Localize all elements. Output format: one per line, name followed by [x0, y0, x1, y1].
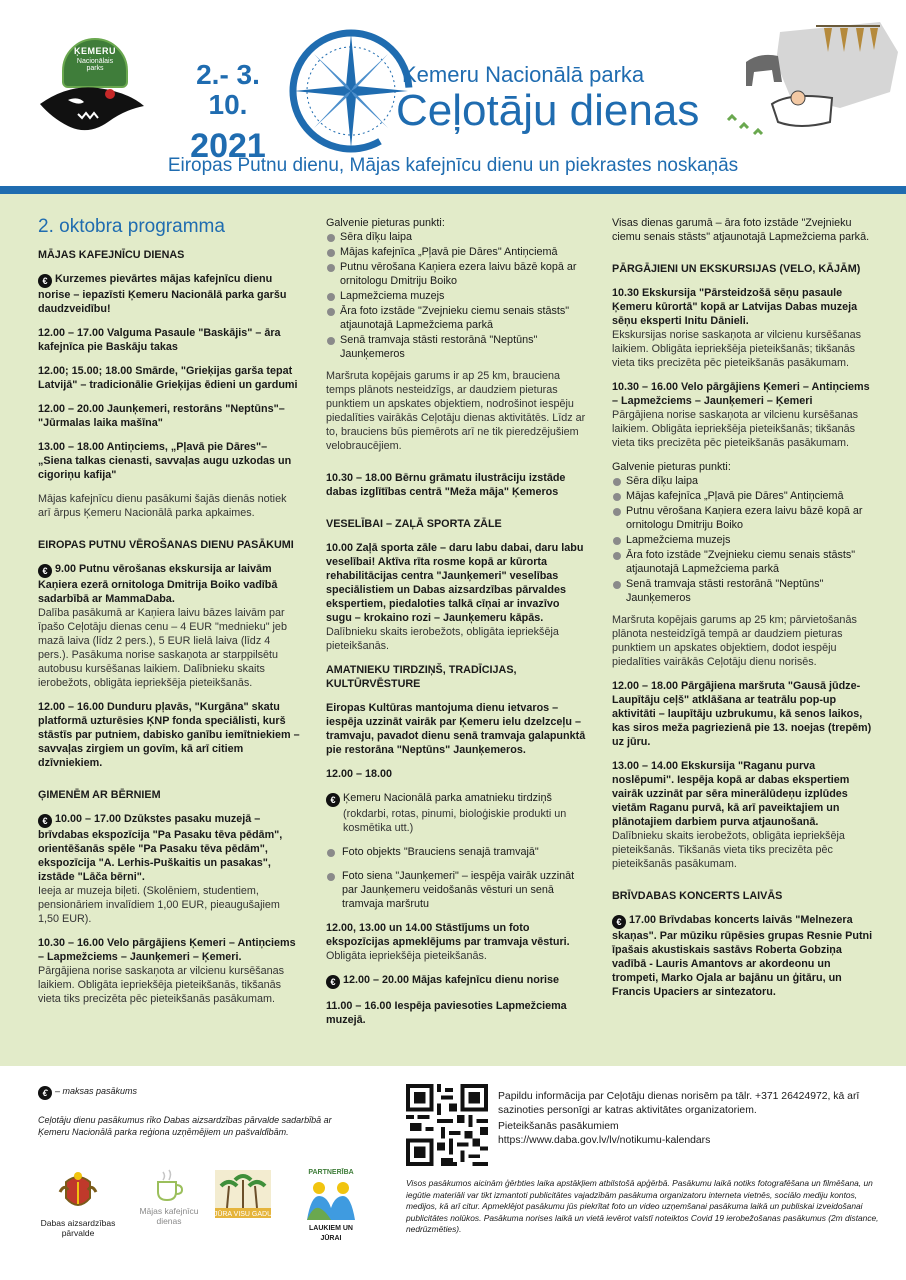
- poster-header: [0, 0, 906, 190]
- item-note: Dalībnieku skaits ierobežots, obligāta iepriekšēja pieteikšanās.: [326, 626, 559, 652]
- item-note: Pārgājiena norise saskaņota ar vilcienu kursēšanas laikiem. Obligāta iepriekšēja pieteikšanās, tikšanās vieta tiks precizēta pēc pieteikšanās pasākumam.: [38, 965, 285, 1005]
- program-bullet: Foto objekts "Brauciens senajā tramvajā": [326, 845, 588, 859]
- item-text: 13.00 – 14.00 Ekskursija "Raganu purva noslēpumi". Iespēja kopā ar dabas ekspertiem vairāk uzzināt par sēra minerālūdeņu izplūdes vietām Raganu purvā, kā arī paveiktajiem un plānotajiem darbiem purva atjaunošanā.: [612, 760, 850, 828]
- item-text: 12.00 – 20.00 Mājas kafejnīcu dienu norise: [343, 974, 560, 986]
- latvia-coat-of-arms-icon: [58, 1168, 98, 1216]
- item-text: 10.00 Zaļā sporta zāle – daru labu dabai, daru labu veselībai! Aktīva rīta rosme kopā ar kūrorta rehabilitācijas centra "Jaunķemeri" veselības speciālistiem un Dabas aizsardzības pārvaldes ekspertiem, piedaloties talkā cīņai ar invazīvo sugu – krokaino rozi – Jaunķemeru kāpās.: [326, 542, 584, 624]
- item-note: Dalība pasākumā ar Kaņiera laivu bāzes laivām par īpašo Ceļotāju dienas cenu – 4 EUR "mednieku" jeb mazā laiva (līdz 2 pers.), 5 EUR lielā laiva (līdz 4 pers.). Pasākuma norise saskaņota ar starppilsētu autobusu kursēšanas laikiem. Dalībnieku skaits ierobežots, obligāta iepriekšēja pieteikšanās.: [38, 607, 287, 689]
- program-item: 12.00; 15.00; 18.00 Smārde, "Grieķijas garša tepat Latvijā" – tradicionālie Grieķijas ēdieni un gardumi: [38, 365, 298, 391]
- program-note: Maršruta kopējais garums ir ap 25 km, brauciena temps plānots nesteidzīgs, ar daudziem pieturas punktiem un apskates objektiem, nodrošinot iespēju piedalīties vairākās Ceļotāju dienas aktivitātēs. Līdz ar to, brauciens būs piemērots arī ne tik pieredzējušiem velobraucējiem.: [326, 370, 586, 452]
- euro-paid-icon: €: [38, 274, 52, 288]
- item-text: 17.00 Brīvdabas koncerts laivās "Melnezera skaņas". Par mūziku rūpēsies grupas Resnie Putni īpašais akustiskais sastāvs Roberta Gobziņa vadībā - Lauris Amantovs ar akordeonu un trompeti, Marko Ojala ar bajānu un ģitāru, un Francis Upaciers ar sintezatoru.: [612, 914, 873, 998]
- logo-caption-top: PARTNERĪBA: [308, 1169, 354, 1176]
- list-item: Putnu vērošana Kaņiera ezera laivu bāzē kopā ar ornitologu Dmitriju Boiko: [612, 504, 874, 532]
- program-item: [38, 562, 300, 690]
- program-item: [38, 272, 300, 316]
- event-title: Ceļotāju dienas: [396, 86, 700, 135]
- list-item: Āra foto izstāde "Zvejnieku ciemu senais stāsts" atjaunotajā Lapmežciema parkā: [326, 304, 588, 332]
- kemeri-national-park-logo: [38, 36, 148, 146]
- list-item: Senā tramvaja stāsti restorānā "Neptūns" Jaunķemeros: [326, 333, 588, 361]
- item-note: Ekskursijas norise saskaņota ar vilcienu kursēšanas laikiem. Obligāta iepriekšēja pieteikšanās; tikšanās vieta tiks precizēta pēc pieteikšanās pasākumam.: [612, 329, 862, 369]
- program-item: [38, 812, 300, 926]
- poster-footer: [0, 1066, 906, 1280]
- sea-all-year-logo: [212, 1168, 274, 1220]
- park-name: Ķemeru Nacionālā parka: [402, 62, 645, 87]
- program-item: 12.00 – 20.00 Jaunķemeri, restorāns "Neptūns"– "Jūrmalas laika mašīna": [38, 403, 285, 429]
- euro-paid-icon: €: [326, 793, 340, 807]
- program-item: 11.00 – 16.00 Iespēja paviesoties Lapmežciema muzejā.: [326, 1000, 567, 1026]
- list-item: Sēra dīķu laipa: [612, 474, 874, 488]
- program-note: Maršruta kopējais garums ap 25 km; pārvietošanās plānota nesteidzīgā tempā ar daudziem pieturas punktiem un apskates objektiem, dodot iespēju piedalīties vairākās Ceļotāju dienu norisēs.: [612, 614, 857, 668]
- logo-caption-bottom: LAUKIEM UN JŪRAI: [309, 1225, 353, 1242]
- program-item: [326, 541, 588, 653]
- program-item: [612, 913, 874, 999]
- info-text: Papildu informācija par Ceļotāju dienas norisēm pa tālr. +371 26424972, kā arī sazinoties personīgi ar katras aktivitātes organizatoriem.: [498, 1091, 860, 1116]
- list-item: Mājas kafejnīca „Pļavā pie Dāres" Antiņciemā: [326, 245, 588, 259]
- section-heading-hikes: PĀRGĀJIENI UN EKSKURSIJAS (VELO, KĀJĀM): [612, 263, 861, 275]
- program-item: [326, 791, 588, 835]
- item-text: Kurzemes pievārtes mājas kafejnīcu dienu norise – iepazīsti Ķemeru Nacionālā parka garšu daudzveidību!: [38, 273, 287, 315]
- program-column-2: [326, 216, 588, 1037]
- partnership-logo: [298, 1168, 364, 1244]
- list-item: Mājas kafejnīca „Pļavā pie Dāres" Antiņciemā: [612, 489, 874, 503]
- program-column-3: [612, 216, 874, 1009]
- program-item: Eiropas Kultūras mantojuma dienu ietvaros – iespēja uzzināt vairāk par Ķemeru ielu dzelzceļu – tramvaju, pavadot dienu senā tramvaja galapunktā pie restorāna "Neptūns" Jaunķemeros.: [326, 702, 586, 756]
- organizer-note: Ceļotāju dienu pasākumus rīko Dabas aizsardzības pārvalde sadarbībā ar Ķemeru Nacionālā parka reģiona uzņēmējiem un pašvaldībām.: [38, 1115, 332, 1137]
- program-item: [326, 973, 588, 989]
- program-item: [612, 759, 874, 871]
- euro-paid-icon: €: [326, 975, 340, 989]
- home-cafes-logo: [134, 1168, 204, 1226]
- euro-paid-icon: €: [38, 1086, 52, 1100]
- program-item: [612, 380, 874, 450]
- item-text: 9.00 Putnu vērošanas ekskursija ar laivām Kaņiera ezerā ornitologa Dmitrija Boiko vadībā sadarbībā ar MammaDaba.: [38, 563, 278, 605]
- program-time: 12.00 – 18.00: [326, 768, 393, 780]
- stops-list: [326, 230, 588, 361]
- item-note: (rokdarbi, rotas, pinumi, bioloģiskie produkti un kosmētika utt.): [343, 808, 567, 834]
- euro-paid-icon: €: [38, 814, 52, 828]
- list-item: Sēra dīķu laipa: [326, 230, 588, 244]
- program-item: 12.00 – 17.00 Valguma Pasaule "Baskājis" – āra kafejnīca pie Baskāju takas: [38, 327, 281, 353]
- people-icon: [303, 1178, 359, 1222]
- item-text: 10.30 Ekskursija "Pārsteidzošā sēņu pasaule Ķemeru kūrortā" kopā ar Latvijas Dabas muzeja sēņu eksperti Initu Dānieli.: [612, 287, 858, 327]
- event-dates: [178, 60, 278, 166]
- item-note: Obligāta iepriekšēja pieteikšanās.: [326, 950, 487, 962]
- section-heading-bird-watching: EIROPAS PUTNU VĒROŠANAS DIENU PASĀKUMI: [38, 539, 294, 551]
- header-divider: [0, 186, 906, 194]
- program-title: 2. oktobra programma: [38, 216, 225, 237]
- daba-logo: [38, 1168, 118, 1238]
- program-item: 12.00 – 18.00 Pārgājiena maršruta "Gausā jūdze-Laupītāju ceļš" atklāšana ar teatrālu pop-up aktivitāti – laupītāju uzbrukumu, kā senos laikos, kas siros meža pagriezienā pie 13. noejas (trepēm) uz jūru.: [612, 680, 872, 748]
- logo-text-1: ĶEMERU: [73, 46, 116, 56]
- program-bullet: Foto siena "Jaunķemeri" – iespēja vairāk uzzināt par Jaunķemeru veidošanās vēsturi un senā tramvaja maršrutu: [326, 869, 588, 911]
- cup-icon: [154, 1168, 184, 1204]
- program-item: 13.00 – 18.00 Antiņciems, „Pļavā pie Dāres"– „Siena talkas cienasti, savvaļas augu uzkodas un cigoriņu kafija": [38, 441, 292, 481]
- item-text: Ķemeru Nacionālā parka amatnieku tirdziņš: [343, 792, 552, 804]
- legend-text: – maksas pasākums: [55, 1086, 138, 1096]
- program-note: Mājas kafejnīcu dienu pasākumi šajās dienās notiek arī ārpus Ķemeru Nacionālā parka apkaimes.: [38, 493, 287, 519]
- registration-label: Pieteikšanās pasākumiem: [498, 1121, 619, 1132]
- stops-heading: Galvenie pieturas punkti:: [612, 461, 731, 473]
- section-heading-home-cafes: MĀJAS KAFEJNĪCU DIENAS: [38, 249, 185, 261]
- program-item: 10.30 – 18.00 Bērnu grāmatu ilustrāciju izstāde dabas izglītības centrā "Meža māja" Ķemeros: [326, 472, 566, 498]
- event-subtitle: Eiropas Putnu dienu, Mājas kafejnīcu dienu un piekrastes noskaņās: [167, 155, 739, 176]
- list-item: Putnu vērošana Kaņiera ezera laivu bāzē kopā ar ornitologu Dmitriju Boiko: [326, 260, 588, 288]
- logo-text-2: Nacionālais parks: [76, 58, 114, 72]
- item-text: 10.00 – 17.00 Dzūkstes pasaku muzejā – brīvdabas ekspozīcija "Pa Pasaku tēva pēdām", orientēšanās spēle "Pa Pasaku tēva pēdām", ekspozīcija "A. Lerhis-Puškaitis un pasakas", izstāde "Lāča bērni".: [38, 813, 283, 883]
- woodpecker-icon: [38, 66, 148, 146]
- stops-heading: Galvenie pieturas punkti:: [326, 217, 445, 229]
- section-heading-health: VESELĪBAI – ZAĻĀ SPORTA ZĀLE: [326, 518, 502, 530]
- program-item: [326, 921, 588, 963]
- item-note: Ieeja ar muzeja biļeti. (Skolēniem, studentiem, pensionāriem invalīdiem 1,00 EUR, pieaugušajiem 1,50 EUR).: [38, 885, 280, 925]
- qr-code-icon[interactable]: [406, 1084, 488, 1166]
- program-item: [38, 936, 300, 1006]
- euro-paid-icon: €: [38, 564, 52, 578]
- stops-list: [612, 474, 874, 605]
- program-panel: [0, 194, 906, 1066]
- legal-disclaimer: Visos pasākumos aicinām ģērbties laika apstākļiem atbilstošā apģērbā. Pasākumu laikā notiks fotografēšana un filmēšana, un iegūtie materiāli var tikt izmantoti publicitātes vajadzībām pasākuma organizatoru interneta vietnēs, sociālo mediju kontos, medijos, kā arī citur. Apmeklējot pasākumu jūs piekrītat foto un video uzņemšanai pasākuma laikā un publiskai izveidošanai publicitātes nolūkos. Pasākuma norises laikā un vietā ievērot valstī noteiktos Covid 19 ierobežošanas pasākumus (2m distance, nedrūzmēties).: [406, 1178, 879, 1234]
- decorative-illustration-icon: [720, 12, 900, 142]
- euro-paid-icon: €: [612, 915, 626, 929]
- program-item: 12.00 – 16.00 Dunduru pļavās, "Kurgāna" skatu platformā uzturēsies ĶNP fonda speciālisti, kurš stāstīs par putniem, dabisko ganību iemītniekiem – savvaļas zirgiem un govīm, kā arī citiem dzīvniekiem.: [38, 701, 300, 769]
- paid-event-legend: [38, 1086, 137, 1100]
- contact-info: [498, 1090, 878, 1148]
- section-heading-concert: BRĪVDABAS KONCERTS LAIVĀS: [612, 890, 783, 902]
- program-column-1: [38, 216, 300, 1016]
- logo-caption: JŪRA VISU GADU: [213, 1211, 273, 1218]
- item-text: 10.30 – 16.00 Velo pārgājiens Ķemeri – Antiņciems – Lapmežciems – Jaunķemeri – Ķemeri: [612, 381, 870, 407]
- date-range: 2.- 3. 10.: [196, 59, 260, 120]
- list-item: Āra foto izstāde "Zvejnieku ciemu senais stāsts" atjaunotajā Lapmežciema parkā: [612, 548, 874, 576]
- logo-caption: Mājas kafejnīcu dienas: [139, 1206, 199, 1226]
- program-item: Visas dienas garumā – āra foto izstāde "Zvejnieku ciemu senais stāsts" atjaunotajā Lapmežciema parkā.: [612, 217, 870, 243]
- event-year: 2021: [190, 127, 266, 165]
- logo-caption: Dabas aizsardzības pārvalde: [40, 1218, 116, 1238]
- list-item: Senā tramvaja stāsti restorānā "Neptūns" Jaunķemeros: [612, 577, 874, 605]
- list-item: Lapmežciema muzejs: [326, 289, 588, 303]
- section-heading-crafts: AMATNIEKU TIRDZIŅŠ, TRADĪCIJAS, KULTŪRVĒSTURE: [326, 664, 517, 690]
- list-item: Lapmežciema muzejs: [612, 533, 874, 547]
- item-note: Dalībnieku skaits ierobežots, obligāta iepriekšēja pieteikšanās. Tikšanās vieta tiks precizēta pēc pieteikšanās pasākumam.: [612, 830, 845, 870]
- program-item: [612, 286, 874, 370]
- item-note: Pārgājiena norise saskaņota ar vilcienu kursēšanas laikiem. Obligāta iepriekšēja pieteikšanās; tikšanās vieta tiks precizēta pēc pieteikšanās pasākumam.: [612, 409, 859, 449]
- registration-link[interactable]: https://www.daba.gov.lv/lv/notikumu-kalendars: [498, 1135, 711, 1146]
- section-heading-families: ĢIMENĒM AR BĒRNIEM: [38, 789, 161, 801]
- item-text: 10.30 – 16.00 Velo pārgājiens Ķemeri – Antiņciems – Lapmežciems – Jaunķemeri – Ķemeri.: [38, 937, 296, 963]
- item-text: 12.00, 13.00 un 14.00 Stāstījums un foto ekspozīcijas apmeklējums par tramvaja vēsturi.: [326, 922, 570, 948]
